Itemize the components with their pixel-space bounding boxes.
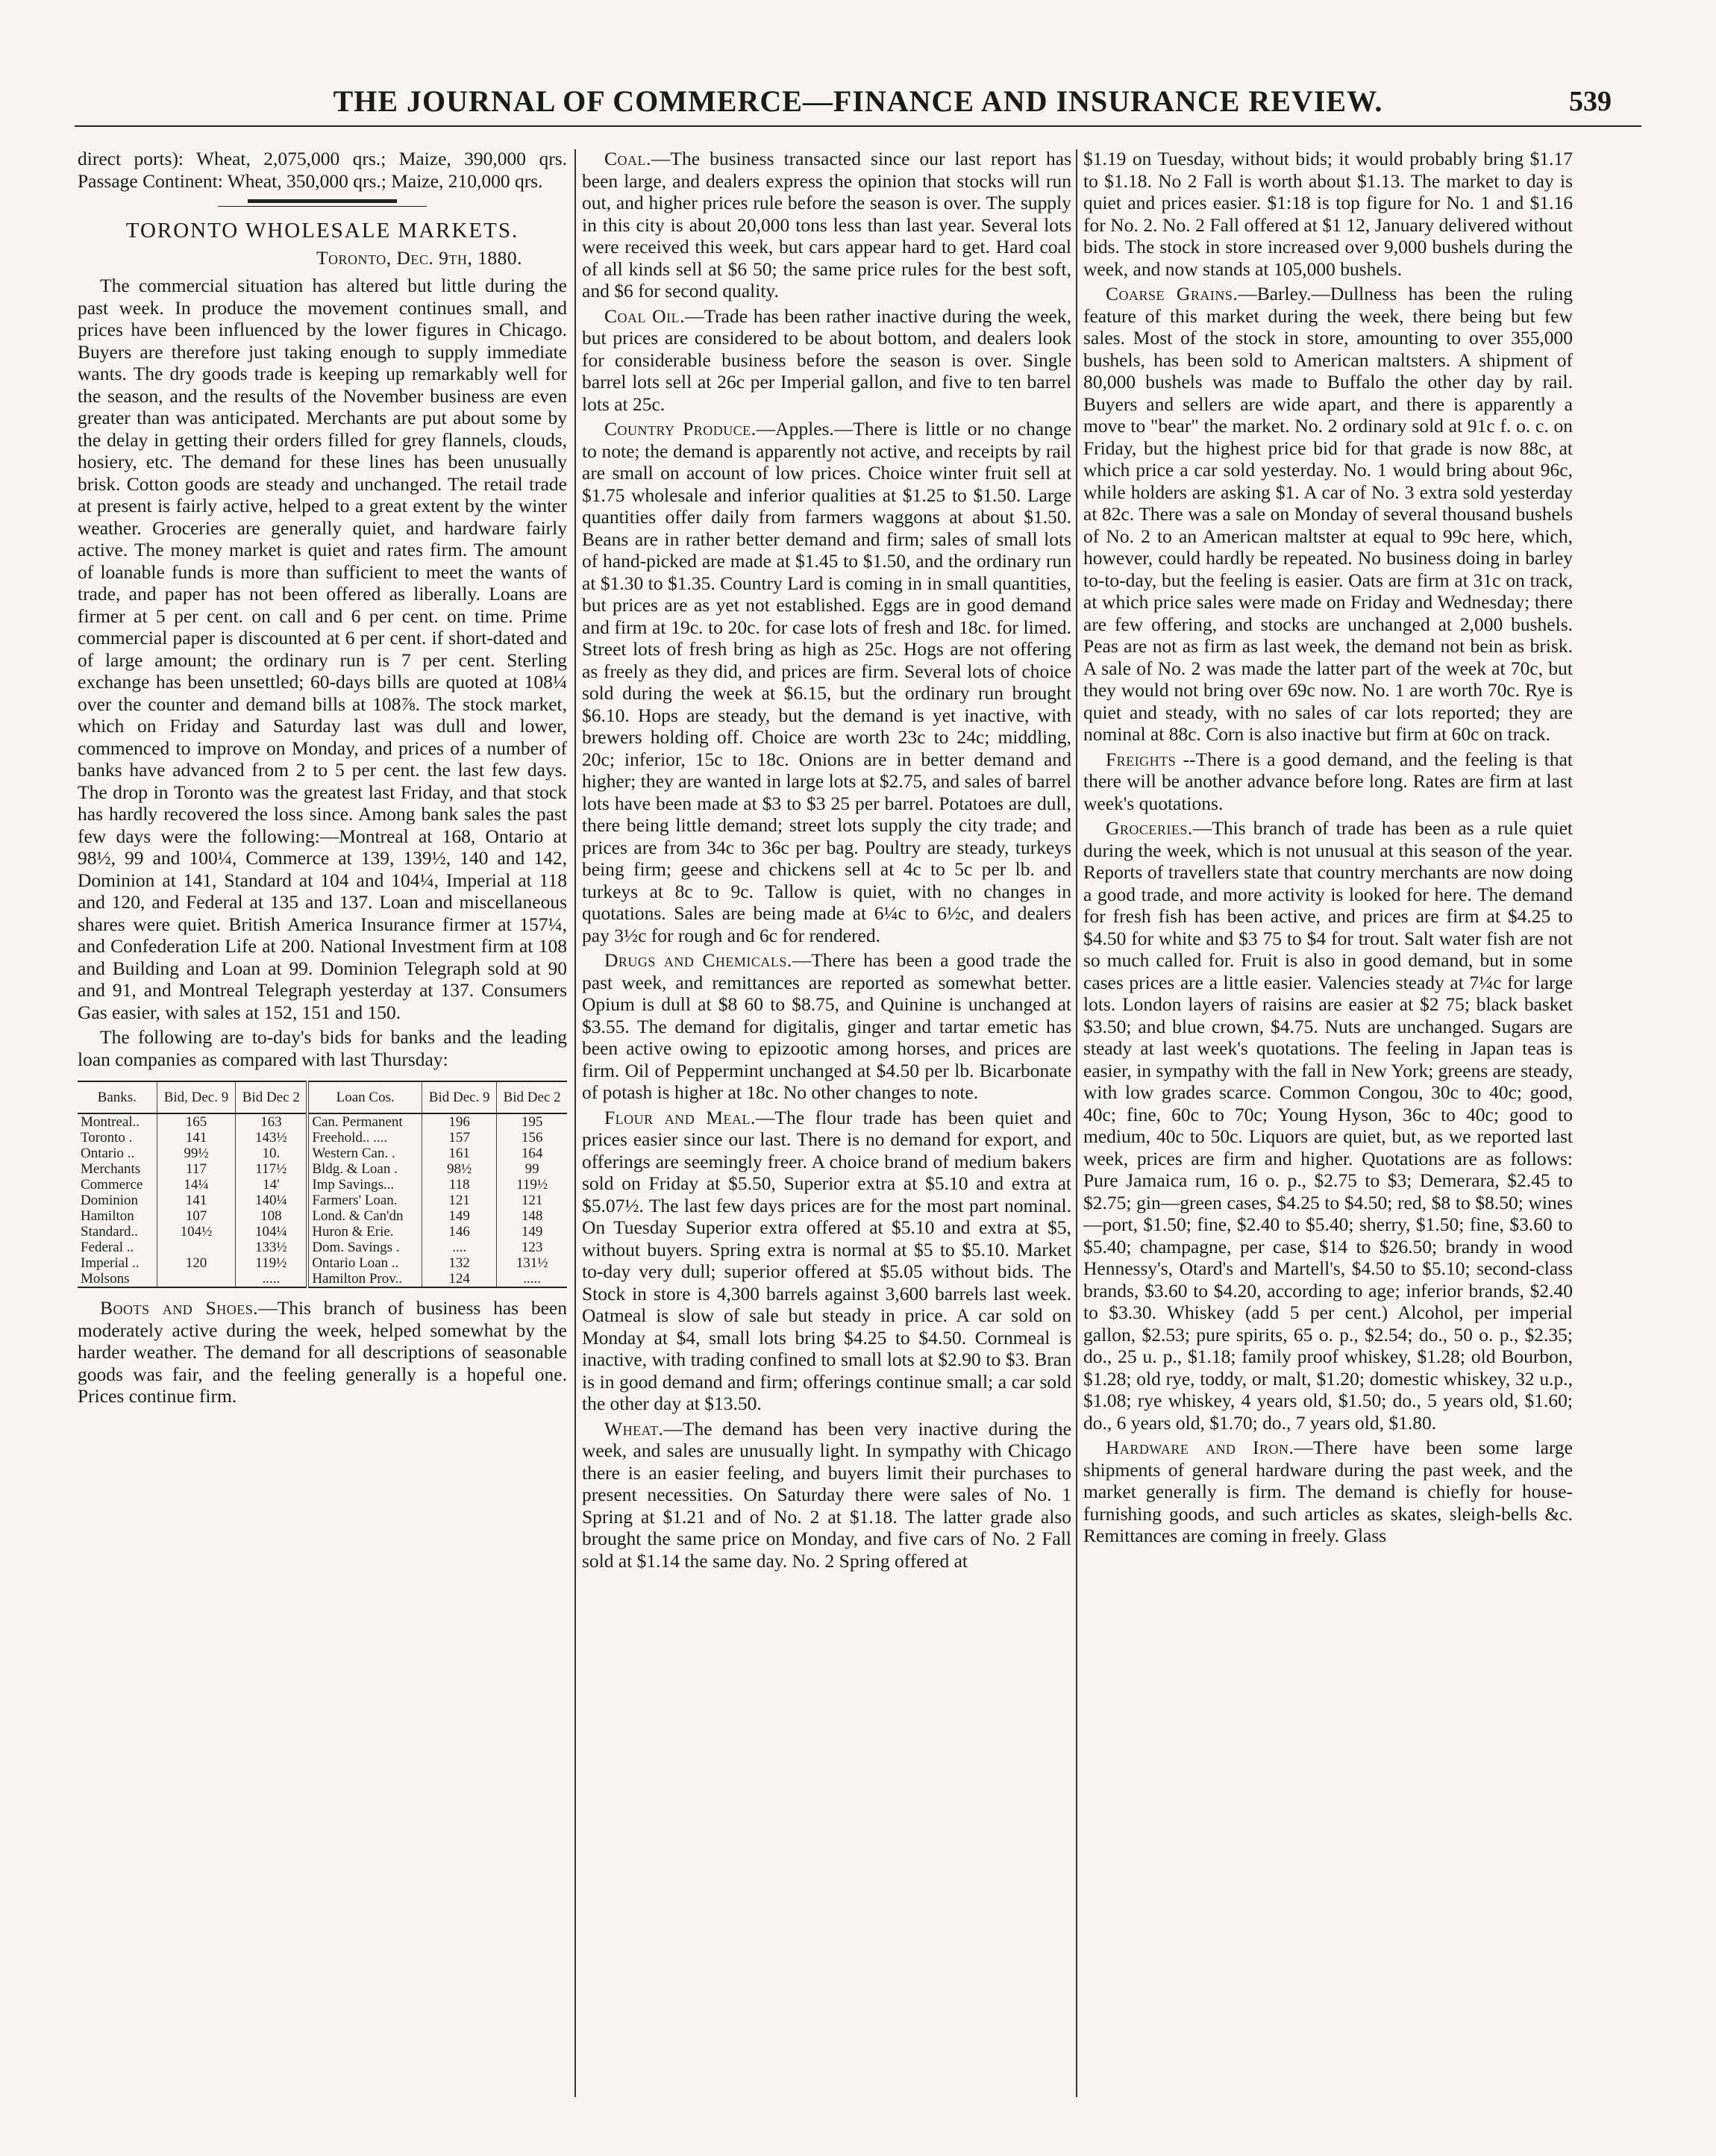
loan-co-name: Freehold.. ....: [307, 1130, 422, 1146]
article-dateline: Toronto, Dec. 9th, 1880.: [316, 246, 522, 269]
coarse-grains-paragraph: [1083, 283, 1573, 746]
bids-intro-paragraph: The following are to-day's bids for banks and the leading loan companies as compared with last Thursday:: [78, 1026, 567, 1070]
header-banks: Banks.: [78, 1081, 157, 1113]
loan-bid-dec2: 119½: [497, 1177, 567, 1193]
table-row: [78, 1113, 567, 1130]
table-row: [78, 1224, 567, 1240]
flour-paragraph: [582, 1107, 1071, 1415]
loan-co-name: Can. Permanent: [307, 1113, 422, 1130]
bids-table-header: [78, 1081, 567, 1113]
loan-bid-dec2: 164: [497, 1146, 567, 1161]
table-row: [78, 1130, 567, 1146]
bank-bid-dec9: 165: [157, 1113, 236, 1130]
bank-name: Molsons: [78, 1271, 157, 1287]
bank-bid-dec2: 10.: [236, 1146, 307, 1161]
groceries-text: —This branch of trade has been as a rule quiet during the week, which is not unusual at this season of the year. Reports of travellers state that country merchants are now doing a good trade, and more activity is looked for here. The demand for fresh fish has been active, and prices are firm at $4.25 to $4.50 for white and $3 75 to $4 for trout. Salt water fish are not so much called for. Fruit is also in good demand, but in some cases prices are a little easier. Valencies steady at 7¼c for large lots. London layers of raisins are easier at $2 75; black basket $3.50; and blue crown, $4.75. Nuts are unchanged. Sugars are steady at last week's quotations. The feeling in Japan teas is easier, in sympathy with the fall in New York; greens are steady, with low grades scarce. Common Congou, 30c to 40c; good, 40c; fine, 60c to 70c; Young Hyson, 36c to 40c; good to medium, 40c to 50c. Liquors are quiet, but, as we reported last week, prices are firm and higher. Quotations are as follows: Pure Jamaica rum, 16 o. p., $2.75 to $3; Demerara, $2.45 to $2.75; gin—green cases, $4.25 to $4.50; red, $8 to $8.50; wines—port, $1.50; fine, $2.40 to $5.40; sherry, $1.50; fine, $3.60 to $5.40; champagne, per case, $14 to $26.50; brandy in wood Hennessy's, Otard's and Martell's, $4.50 to $5.10; second-class brands, $3.60 to $4.20, according to age; inferior brands, $2.40 to $3.30. Whiskey (add 5 per cent.) Alcohol, per imperial gallon, $2.53; pure spirits, 65 o. p., $2.54; do., 50 o. p., $2.35; do., 25 u. p., $1.18; family proof whiskey, $1.28; old Bourbon, $1.28; old rye, toddy, or malt, $1.20; domestic whiskey, 32 u.p., $1.08; rye whiskey, 4 years old, $1.50; do., 5 years old, $1.60; do., 6 years old, $1.70; do., 7 years old, $1.80.: [1083, 817, 1573, 1434]
loan-bid-dec2: 156: [497, 1130, 567, 1146]
bank-bid-dec2: 163: [236, 1113, 307, 1130]
coal-paragraph: [582, 148, 1071, 302]
bank-bid-dec2: 108: [236, 1208, 307, 1224]
column-2: [582, 148, 1071, 2088]
wheat-paragraph: [582, 1418, 1071, 1572]
loan-co-name: Huron & Erie.: [307, 1224, 422, 1240]
loan-bid-dec2: 131½: [497, 1255, 567, 1271]
table-row: [78, 1240, 567, 1255]
boots-shoes-heading: Boots and Shoes.: [100, 1297, 259, 1319]
bank-bid-dec9: 14¼: [157, 1177, 236, 1193]
bank-bid-dec2: 143½: [236, 1130, 307, 1146]
loan-bid-dec2: 121: [497, 1193, 567, 1208]
loan-bid-dec9: 196: [422, 1113, 497, 1130]
coal-oil-heading: Coal Oil.: [604, 304, 685, 327]
bank-name: Standard..: [81, 1224, 139, 1240]
hardware-text: —There have been some large shipments of general hardware during the past week, and the market generally is firm. The demand is chiefly for house-furnishing goods, and such articles as skates, sleigh-bells &c. Remittances are coming in freely. Glass: [1083, 1437, 1573, 1546]
column-3: [1083, 148, 1573, 2088]
bank-name: Montreal..: [81, 1114, 140, 1130]
country-produce-heading: Country Produce.: [604, 418, 757, 440]
loan-bid-dec9: 98½: [422, 1161, 497, 1177]
bank-name: Merchants: [81, 1161, 141, 1177]
loan-co-name: Ontario Loan ..: [307, 1255, 422, 1271]
coarse-grains-text: —Barley.—Dullness has been the ruling feature of this market during the week, there being but few sales. Most of the stock in store, amounting to over 355,000 bushels, has been sold to American maltsters. A shipment of 80,000 bushels was made to Buffalo the other day by rail. Buyers and sellers are wide apart, and there is apparently a move to "bear" the market. No. 2 ordinary sold at 91c f. o. c. on Friday, but the highest price bid for that grade is now 88c, at which price a car sold yesterday. No. 1 would bring about 96c, while holders are asking $1. A car of No. 3 extra sold yesterday at 82c. There was a sale on Monday of several thousand bushels of No. 2 to an American maltster at equal to 99c here, which, however, could hardly be repeated. No business doing in barley to-to-day, but the feeling is easier. Oats are firm at 31c on track, at which price sales were made on Friday and Wednesday; there are few offering, and stocks are unchanged at 2,000 bushels. Peas are not as firm as last week, the demand not bein as brisk. A sale of No. 2 was made the latter part of the week at 70c, but they would not bring over 69c now. No. 1 are worth 70c. Rye is quiet and steady, with no sales of car lots reported; they are nominal at 88c. Corn is also inactive but firm at 60c on track.: [1083, 283, 1573, 745]
coarse-grains-heading: Coarse Grains.: [1106, 283, 1239, 304]
wheat-heading: Wheat.: [604, 1417, 664, 1440]
loan-co-name: Bldg. & Loan .: [307, 1161, 422, 1177]
loan-co-name: Western Can. .: [307, 1146, 422, 1161]
bank-bid-dec9: 120: [157, 1255, 236, 1271]
table-row: [78, 1146, 567, 1161]
boots-shoes-text: —This branch of business has been moderately active during the week, helped somewhat by the harder weather. The demand for all descriptions of seasonable goods was fair, and the feeling generally is a hopeful one. Prices continue firm.: [78, 1297, 567, 1407]
loan-bid-dec9: 121: [422, 1193, 497, 1208]
bank-bid-dec2: 104¼: [236, 1224, 307, 1240]
loan-bid-dec9: 124: [422, 1271, 497, 1287]
section-divider-thin: [218, 206, 427, 207]
loan-bid-dec2: 149: [497, 1224, 567, 1240]
header-bid-dec9: Bid, Dec. 9: [157, 1081, 236, 1113]
country-produce-text: —Apples.—There is little or no change to note; the demand is apparently not active, and receipts by rail are small on account of low prices. Choice winter fruit sell at $1.75 wholesale and inferior qualities at $1.25 to $1.50. Large quantities offer daily from farmers waggons at about $1.50. Beans are in rather better demand and firm; sales of small lots of hand-picked are made at $1.45 to $1.50, and the ordinary run at $1.30 to $1.35. Country Lard is coming in in small quantities, but prices are as yet not established. Eggs are in good demand and firm at 19c. to 20c. for case lots of fresh and 18c. for limed. Street lots of fresh bring as high as 25c. Hogs are not offering as freely as they did, and prices are firm. Several lots of choice sold during the week at $6.15, but the ordinary run brought $6.10. Hops are steady, but the demand is yet inactive, with brewers holding off. Choice are worth 23c to 24c; middling, 20c; inferior, 15c to 18c. Onions are in better demand and higher; they are wanted in large lots at $2.75, and sales of barrel lots have been made at $3 to $3 25 per barrel. Potatoes are dull, there being little demand; street lots supply the city trade; and prices are from 34c to 36c per bag. Poultry are steady, turkeys being firm; geese and chickens sell at 4c to 5c per lb. and turkeys at 8c to 9c. Tallow is quiet, with no changes in quotations. Sales are being made at 6¼c to 6½c, and dealers pay 3½c for rough and 6c for rendered.: [582, 418, 1071, 946]
bank-bid-dec9: 141: [157, 1193, 236, 1208]
header-loan-cos: Loan Cos.: [307, 1081, 422, 1113]
bank-name: Dominion: [81, 1193, 139, 1208]
column-rule-2: [1076, 149, 1077, 2097]
bank-bid-dec9: [157, 1240, 236, 1255]
loan-co-name: Imp Savings...: [307, 1177, 422, 1193]
loan-bid-dec9: 157: [422, 1130, 497, 1146]
table-row: [78, 1271, 567, 1287]
bank-bid-dec9: 117: [157, 1161, 236, 1177]
loan-bid-dec9: 118: [422, 1177, 497, 1193]
section-divider-thick: [248, 199, 397, 203]
header-loan-bid-dec9: Bid Dec. 9: [422, 1081, 497, 1113]
wheat-continued-paragraph: $1.19 on Tuesday, without bids; it would probably bring $1.17 to $1.18. No 2 Fall is worth about $1.13. The market to day is quiet and prices easier. $1:18 is top figure for No. 1 and $1.16 for No. 2. No. 2 Fall offered at $1 12, January delivered without bids. The stock in store increased over 9,000 bushels during the week, and now stands at 105,000 bushels.: [1083, 148, 1573, 280]
loan-bid-dec2: 148: [497, 1208, 567, 1224]
hardware-heading: Hardware and Iron.: [1106, 1437, 1294, 1458]
loan-bid-dec9: ....: [422, 1240, 497, 1255]
freights-paragraph: [1083, 749, 1573, 815]
table-row: [78, 1177, 567, 1193]
loan-co-name: Farmers' Loan.: [307, 1193, 422, 1208]
freights-text: --There is a good demand, and the feeling is that there will be another advance before long. Rates are firm at last week's quotations.: [1083, 748, 1573, 814]
bank-bid-dec9: 104½: [157, 1224, 236, 1240]
bank-name: Toronto .: [81, 1130, 133, 1146]
bank-bid-dec9: 141: [157, 1130, 236, 1146]
bank-bid-dec9: 99½: [157, 1146, 236, 1161]
loan-co-name: Hamilton Prov..: [307, 1271, 422, 1287]
freights-heading: Freights: [1106, 748, 1177, 770]
wheat-text: —The demand has been very inactive during the week, and sales are unusually light. In sympathy with Chicago there is an easier feeling, and buyers limit their purchases to present necessities. On Saturday there were sales of No. 1 Spring at $1.21 and of No. 2 at $1.18. The latter grade also brought the same price on Monday, and five cars of No. 2 Fall sold at $1.14 the same day. No. 2 Spring offered at: [582, 1417, 1071, 1572]
loan-bid-dec9: 149: [422, 1208, 497, 1224]
bank-name: Commerce: [81, 1177, 143, 1193]
coal-oil-paragraph: [582, 305, 1071, 416]
loan-bid-dec2: 123: [497, 1240, 567, 1255]
bank-name: Federal ..: [81, 1240, 134, 1255]
loan-bid-dec2: 195: [497, 1113, 567, 1130]
drugs-text: —There has been a good trade the past week, and remittances are reported as somewhat better. Opium is dull at $8 60 to $8.75, and Quinine is unchanged at $3.55. The demand for digitalis, ginger and tartar emetic has been active owing to epizootic among horses, and prices are firm. Oil of Peppermint unchanged at $4.50 per lb. Bicarbonate of potash is higher at 18c. No other changes to note.: [582, 949, 1071, 1103]
table-row: [78, 1255, 567, 1271]
column-1: [78, 148, 567, 2088]
bank-name: Hamilton: [81, 1208, 134, 1224]
country-produce-paragraph: [582, 418, 1071, 946]
bank-bid-dec2: 119½: [236, 1255, 307, 1271]
commercial-situation-paragraph: The commercial situation has altered but little during the past week. In produce the movement continues small, and prices have been influenced by the lower figures in Chicago. Buyers are therefore just taking enough to supply immediate wants. The dry goods trade is keeping up remarkably well for the season, and the results of the November business are even greater than was anticipated. Merchants are put about some by the delay in getting their orders filled for grey flannels, clouds, hosiery, etc. The demand for these lines has been unusually brisk. Cotton goods are steady and unchanged. The retail trade at present is fairly active, helped to a great extent by the winter weather. Groceries are generally quiet, and hardware fairly active. The money market is quiet and rates firm. The amount of loanable funds is more than sufficient to meet the wants of trade, and paper has not been offered as liberally. Loans are firmer at 5 per cent. on call and 6 per cent. on time. Prime commercial paper is discounted at 6 per cent. if short-dated and of large amount; the ordinary run is 7 per cent. Sterling exchange has been unsettled; 60-days bills are quoted at 108¼ over the counter and demand bills at 108⅞. The stock market, which on Friday and Saturday last was dull and lower, commenced to improve on Monday, and prices of a number of banks have advanced from 2 to 5 per cent. the last few days. The drop in Toronto was the greatest last Friday, and that stock has hardly recovered the loss since. Among bank sales the past few days were the following:—Montreal at 168, Ontario at 98½, 99 and 100¼, Commerce at 139, 139½, 140 and 142, Dominion at 141, Standard at 104 and 104¼, Imperial at 118 and 120, and Federal at 135 and 137. Loan and miscellaneous shares were quiet. British America Insurance firmer at 157¼, and Confederation Life at 200. National Investment firm at 108 and Building and Loan at 99. Dominion Telegraph sold at 90 and 91, and Montreal Telegraph yesterday at 137. Consumers Gas easier, with sales at 152, 151 and 150.: [78, 275, 567, 1023]
loan-bid-dec9: 132: [422, 1255, 497, 1271]
bank-bid-dec9: 107: [157, 1208, 236, 1224]
bank-name: Imperial ..: [81, 1255, 140, 1271]
table-row: [78, 1161, 567, 1177]
loan-bid-dec2: 99: [497, 1161, 567, 1177]
table-row: [78, 1208, 567, 1224]
bank-name: Ontario ..: [81, 1146, 135, 1161]
boots-shoes-paragraph: [78, 1297, 567, 1407]
bank-bid-dec9: [157, 1271, 236, 1287]
flour-heading: Flour and Meal.: [604, 1106, 756, 1128]
bank-bid-dec2: 140¼: [236, 1193, 307, 1208]
loan-bid-dec2: .....: [497, 1271, 567, 1287]
bank-bid-dec2: 14': [236, 1177, 307, 1193]
page-header: [75, 84, 1641, 127]
shipping-paragraph: direct ports): Wheat, 2,075,000 qrs.; Maize, 390,000 qrs. Passage Continent: Wheat, 350,000 qrs.; Maize, 210,000 qrs.: [78, 148, 567, 192]
groceries-paragraph: [1083, 817, 1573, 1434]
page-number: 539: [1569, 86, 1612, 117]
bank-bid-dec2: 117½: [236, 1161, 307, 1177]
bank-bid-dec2: 133½: [236, 1240, 307, 1255]
bank-bid-dec2: .....: [236, 1271, 307, 1287]
article-heading: TORONTO WHOLESALE MARKETS.: [125, 219, 519, 243]
bids-table: [78, 1081, 567, 1288]
column-rule-1: [574, 149, 576, 2097]
loan-co-name: Dom. Savings .: [307, 1240, 422, 1255]
header-loan-bid-dec2: Bid Dec 2: [497, 1081, 567, 1113]
header-bid-dec2: Bid Dec 2: [236, 1081, 307, 1113]
coal-text: —The business transacted since our last report has been large, and dealers express the opinion that stocks will run out, and higher prices rule before the season is over. The supply in this city is about 20,000 tons less than last year. Several lots were received this week, but cars appear hard to get. Hard coal of all kinds sell at $6 50; the same price rules for the best soft, and $6 for second quality.: [582, 148, 1071, 301]
coal-heading: Coal.: [604, 148, 651, 169]
loan-co-name: Lond. & Can'dn: [307, 1208, 422, 1224]
drugs-heading: Drugs and Chemicals.: [604, 949, 792, 971]
journal-title: THE JOURNAL OF COMMERCE—FINANCE AND INSURANCE REVIEW.: [333, 84, 1383, 118]
flour-text: —The flour trade has been quiet and prices easier since our last. There is no demand for export, and offerings are seemingly freer. A choice brand of medium bakers sold on Friday at $5.50, Superior extra at $5.10 and extra at $5.07½. The last few days prices are for the most part nominal. On Tuesday Superior extra offered at $5.10 and extra at $5, without buyers. Spring extra is normal at $5 to $5.10. Market to-day very dull; superior offered at $5.05 without bids. The Stock in store is 4,300 barrels against 3,600 barrels last week. Oatmeal is slow of sale but steady in price. A car sold on Monday at $4, small lots bring $4.25 to $4.50. Cornmeal is inactive, with trading confined to small lots at $2.90 to $3. Bran is in good demand and firm; offerings continue small; a car sold the other day at $13.50.: [582, 1106, 1071, 1414]
drugs-paragraph: [582, 949, 1071, 1104]
coal-oil-text: —Trade has been rather inactive during the week, but prices are considered to be about bottom, and dealers look for considerable business before the season is over. Single barrel lots sell at 26c per Imperial gallon, and five to ten barrel lots at 25c.: [582, 304, 1071, 415]
groceries-heading: Groceries.: [1106, 817, 1193, 839]
hardware-paragraph: [1083, 1437, 1573, 1547]
loan-bid-dec9: 146: [422, 1224, 497, 1240]
loan-bid-dec9: 161: [422, 1146, 497, 1161]
table-row: [78, 1193, 567, 1208]
